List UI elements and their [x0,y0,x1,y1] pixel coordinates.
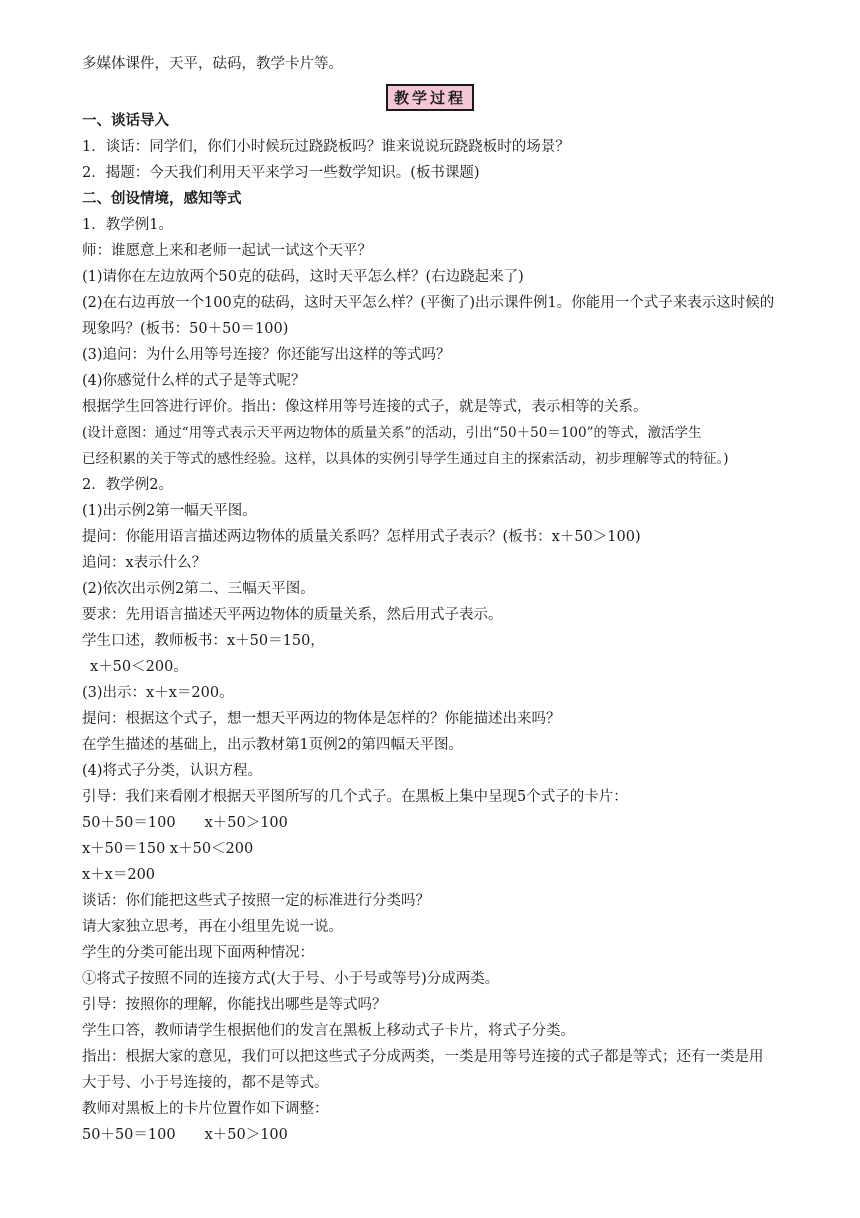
design-note: 已经积累的关于等式的感性经验。这样，以具体的实例引导学生通过自主的探索活动，初步理解等式的特征。) [82,451,729,467]
equation-line: x＋x＝200 [82,867,156,883]
paragraph: 学生口答，教师请学生根据他们的发言在黑板上移动式子卡片，将式子分类。 [82,1023,575,1039]
equation-line: x＋50＜200。 [90,659,188,675]
section-title: 教学过程 [386,84,474,111]
paragraph: (3)出示：x＋x＝200。 [82,685,234,701]
paragraph: 根据学生回答进行评价。指出：像这样用等号连接的式子，就是等式，表示相等的关系。 [82,399,648,415]
paragraph: 师：谁愿意上来和老师一起试一试这个天平？ [82,243,372,259]
paragraph: 1．教学例1。 [82,217,173,233]
paragraph: 1．谈话：同学们，你们小时候玩过跷跷板吗？谁来说说玩跷跷板时的场景？ [82,139,570,155]
paragraph: 大于号、小于号连接的，都不是等式。 [82,1075,329,1091]
paragraph: 追问：x表示什么？ [82,555,207,571]
paragraph: 指出：根据大家的意见，我们可以把这些式子分成两类，一类是用等号连接的式子都是等式；还有一类是用 [82,1049,764,1065]
section-title-wrap [0,84,860,111]
design-note: (设计意图：通过“用等式表示天平两边物体的质量关系”的活动，引出“50＋50＝100”的等式，激活学生 [82,425,702,441]
materials-line: 多媒体课件，天平，砝码，教学卡片等。 [82,56,343,72]
paragraph: 要求：先用语言描述天平两边物体的质量关系，然后用式子表示。 [82,607,503,623]
paragraph: 学生的分类可能出现下面两种情况： [82,945,314,961]
paragraph: 谈话：你们能把这些式子按照一定的标准进行分类吗？ [82,893,430,909]
paragraph: 提问：你能用语言描述两边物体的质量关系吗？怎样用式子表示？(板书：x＋50＞100) [82,529,641,545]
paragraph: ①将式子按照不同的连接方式(大于号、小于号或等号)分成两类。 [82,971,500,987]
paragraph: (1)请你在左边放两个50克的砝码，这时天平怎么样？(右边跷起来了) [82,269,524,285]
paragraph: 引导：按照你的理解，你能找出哪些是等式吗？ [82,997,387,1013]
equation-line: 50＋50＝100 x＋50＞100 [82,815,288,831]
paragraph: 引导：我们来看刚才根据天平图所写的几个式子。在黑板上集中呈现5个式子的卡片： [82,789,628,805]
paragraph: 现象吗？(板书：50＋50＝100) [82,321,289,337]
paragraph: (4)你感觉什么样的式子是等式呢？ [82,373,306,389]
heading-1: 一、谈话导入 [82,113,169,129]
paragraph: 请大家独立思考，再在小组里先说一说。 [82,919,343,935]
paragraph: (3)追问：为什么用等号连接？你还能写出这样的等式吗？ [82,347,451,363]
paragraph: 学生口述，教师板书：x＋50＝150， [82,633,325,649]
heading-2: 二、创设情境，感知等式 [82,191,242,207]
paragraph: 教师对黑板上的卡片位置作如下调整： [82,1101,329,1117]
equation-line: x＋50＝150 x＋50＜200 [82,841,254,857]
paragraph: (2)在右边再放一个100克的砝码，这时天平怎么样？(平衡了)出示课件例1。你能用一个式子来表示这时候的 [82,295,775,311]
paragraph: (4)将式子分类，认识方程。 [82,763,263,779]
paragraph: (1)出示例2第一幅天平图。 [82,503,257,519]
paragraph: 2．揭题：今天我们利用天平来学习一些数学知识。(板书课题) [82,165,480,181]
paragraph: (2)依次出示例2第二、三幅天平图。 [82,581,315,597]
equation-line: 50＋50＝100 x＋50＞100 [82,1127,288,1143]
paragraph: 2．教学例2。 [82,477,173,493]
paragraph: 提问：根据这个式子，想一想天平两边的物体是怎样的？你能描述出来吗？ [82,711,561,727]
paragraph: 在学生描述的基础上，出示教材第1页例2的第四幅天平图。 [82,737,463,753]
